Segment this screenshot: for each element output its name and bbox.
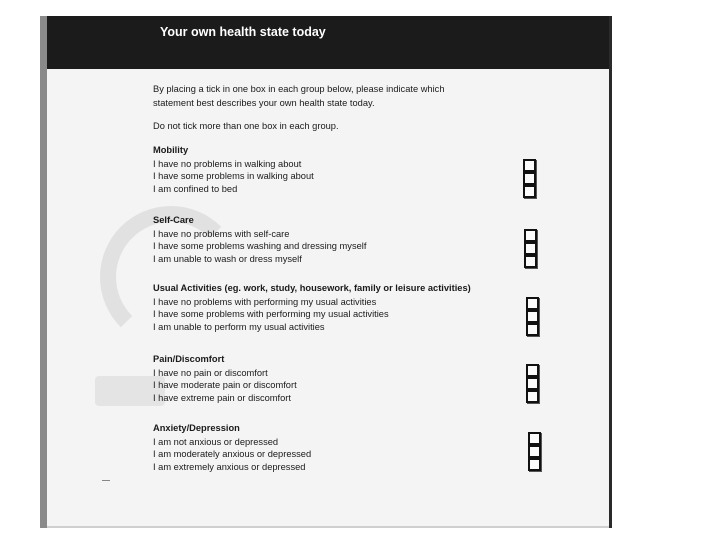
page-bottom-edge <box>47 526 609 528</box>
group-title: Mobility <box>153 145 189 155</box>
group-title: Pain/Discomfort <box>153 354 225 364</box>
usual-activities-checkbox-3[interactable] <box>526 323 539 336</box>
instruction-line-2: statement best describes your own health state today. <box>153 98 375 108</box>
option-label: I am not anxious or depressed <box>153 436 279 447</box>
instruction-line-3: Do not tick more than one box in each group. <box>153 121 339 131</box>
option-label: I have no problems with performing my usual activities <box>153 296 377 307</box>
option-label: I am unable to perform my usual activities <box>153 321 325 332</box>
mobility-checkbox-1[interactable] <box>523 159 536 172</box>
mobility-checkbox-3[interactable] <box>523 185 536 198</box>
group-title: Usual Activities (eg. work, study, housework, family or leisure activities) <box>153 283 471 293</box>
instructions <box>153 82 533 133</box>
self-care-checkbox-3[interactable] <box>524 255 537 268</box>
usual-activities-checkbox-2[interactable] <box>526 310 539 323</box>
scan-mark <box>102 480 110 481</box>
anxiety-checkbox-2[interactable] <box>528 445 541 458</box>
pain-checkbox-3[interactable] <box>526 390 539 403</box>
option-label: I have no pain or discomfort <box>153 367 268 378</box>
page-edge-right <box>609 16 612 528</box>
self-care-checkbox-2[interactable] <box>524 242 537 255</box>
option-label: I have moderate pain or discomfort <box>153 380 297 390</box>
page-title: Your own health state today <box>160 25 326 39</box>
questionnaire-page <box>40 16 612 528</box>
option-label: I have no problems in walking about <box>153 158 302 169</box>
instruction-line-1: By placing a tick in one box in each group below, please indicate which <box>153 84 445 94</box>
group-usual-activities <box>153 282 573 333</box>
group-title: Self-Care <box>153 215 194 225</box>
page-edge-left <box>40 16 47 528</box>
option-label: I have some problems in walking about <box>153 171 314 181</box>
self-care-checkbox-1[interactable] <box>524 229 537 242</box>
mobility-checkbox-2[interactable] <box>523 172 536 185</box>
header-band <box>47 16 609 69</box>
option-label: I have some problems washing and dressing myself <box>153 241 367 251</box>
group-anxiety-depression <box>153 422 573 473</box>
option-label: I have some problems with performing my usual activities <box>153 309 389 319</box>
option-label: I have extreme pain or discomfort <box>153 392 291 403</box>
usual-activities-checkbox-1[interactable] <box>526 297 539 310</box>
pain-checkbox-1[interactable] <box>526 364 539 377</box>
pain-checkbox-2[interactable] <box>526 377 539 390</box>
group-pain-discomfort <box>153 353 573 404</box>
group-mobility <box>153 144 573 195</box>
option-label: I am confined to bed <box>153 183 238 194</box>
option-label: I am moderately anxious or depressed <box>153 449 312 459</box>
option-label: I am extremely anxious or depressed <box>153 461 306 472</box>
group-self-care <box>153 214 573 265</box>
anxiety-checkbox-3[interactable] <box>528 458 541 471</box>
option-label: I have no problems with self-care <box>153 228 290 239</box>
anxiety-checkbox-1[interactable] <box>528 432 541 445</box>
option-label: I am unable to wash or dress myself <box>153 253 302 264</box>
group-title: Anxiety/Depression <box>153 423 240 433</box>
